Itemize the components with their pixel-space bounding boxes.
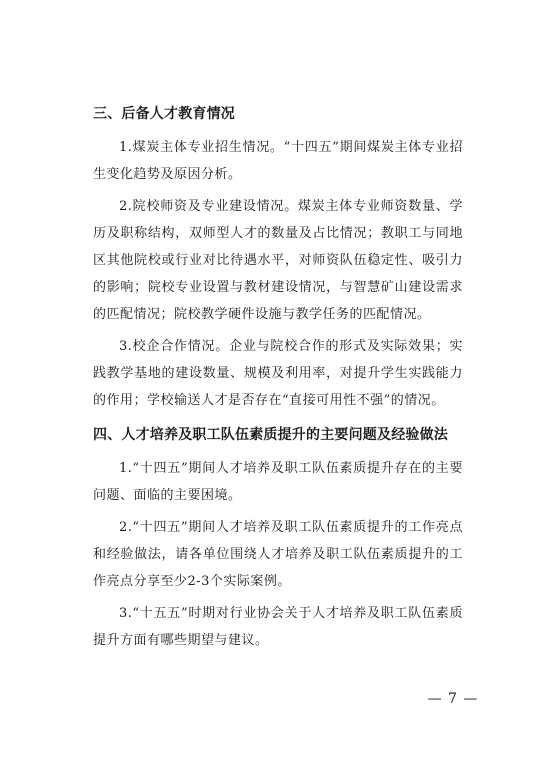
paragraph: 2.院校师资及专业建设情况。煤炭主体专业师资数量、学历及职称结构，双师型人才的数量及占比情况；教职工与同地区其他院校或行业对比待遇水平，对师资队伍稳定性、吸引力的影响；院校专业设置与教材建设情况，与智慧矿山建设需求的匹配情况；院校教学硬件设施与教学任务的匹配情况。 bbox=[93, 199, 463, 322]
document-body bbox=[93, 101, 463, 659]
page-number: — 7 — bbox=[427, 691, 479, 707]
paragraph: 1.煤炭主体专业招生情况。“十四五”期间煤炭主体专业招生变化趋势及原因分析。 bbox=[93, 140, 463, 182]
section-heading: 四、人才培养及职工队伍素质提升的主要问题及经验做法 bbox=[93, 427, 448, 443]
paragraph: 2.“十四五”期间人才培养及职工队伍素质提升的工作亮点和经验做法，请各单位围绕人才培养及职工队伍素质提升的工作亮点分享至少2-3个实际案例。 bbox=[93, 520, 463, 589]
paragraph: 3.校企合作情况。企业与院校合作的形式及实际效果；实践教学基地的建设数量、规模及利用率，对提升学生实践能力的作用；学校输送人才是否存在“直接可用性不强”的情况。 bbox=[93, 339, 463, 408]
section-heading: 三、后备人才教育情况 bbox=[93, 106, 235, 122]
section-training-problems-experience bbox=[93, 422, 463, 654]
paragraph: 1.“十四五”期间人才培养及职工队伍素质提升存在的主要问题、面临的主要困境。 bbox=[93, 461, 463, 503]
paragraph: 3.“十五五”时期对行业协会关于人才培养及职工队伍素质提升方面有哪些期望与建议。 bbox=[93, 606, 463, 648]
section-reserve-talent-education bbox=[93, 101, 463, 414]
